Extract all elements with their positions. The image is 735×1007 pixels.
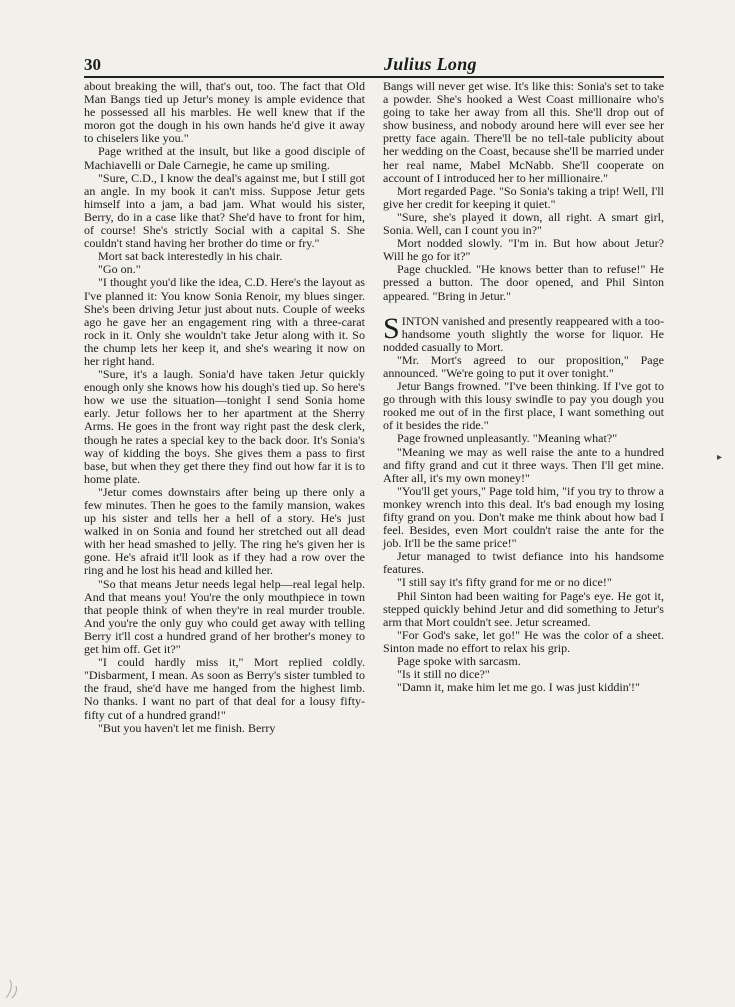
paragraph: "Sure, C.D., I know the deal's against me, but I still got an angle. In my book it can't miss. Suppose Jetur gets himself into a jam, a bad jam. What would his sister, Berry, do in a case like that? She'd have to front for him, of course! She's strictly Social with a capital S. She couldn't stand having her brother do time or fry." [84,170,365,251]
paragraph: Bangs will never get wise. It's like this: Sonia's set to take a powder. She's hooked a West Coast millionaire who's going to take her away from all this. She'll drop out of show business, and nobody around here will ever see her pretty face again. There'll be no tell-tale publicity about her wedding on the Coast, because she'll be married under her real name, Mabel McNabb. She'll cooperate on account of I introduced her to her millionaire." [383,79,664,185]
paragraph: "I thought you'd like the idea, C.D. Here's the layout as I've planned it: You know Sonia Renoir, my blues singer. She's been driving Jetur just about nuts. Couple of weeks ago he gave her an engagement ring with a three-carat rock in it. Only she wouldn't take Jetur along with it. So the chump lets her keep it, and she's wearing it now on her right hand. [84,275,365,368]
paragraph: Page writhed at the insult, but like a good disciple of Machiavelli or Dale Carnegie, he came up smiling. [84,144,365,172]
paragraph: Jetur Bangs frowned. "I've been thinking. If I've got to go through with this lousy swindle to pay you dough you rooked me out of in the first place, I want something out of it besides the ride." [383,379,664,433]
drop-cap: S [383,311,400,345]
paragraph: "For God's sake, let go!" He was the color of a sheet. Sinton made no effort to relax his grip. [383,627,664,655]
paragraph: "Sure, it's a laugh. Sonia'd have taken Jetur quickly enough only she knows how his dough's tied up. So here's how we use the situation—tonight I send Sonia home early. Jetur follows her to her apartment at the Sherry Arms. He goes in the front way right past the desk clerk, though he rates a special key to the back door. It's Sonia's way of kidding the boys. She gives them a pass to first base, but when they get there they find out how far it is to home plate. [84,367,365,486]
paragraph: "Meaning we may as well raise the ante to a hundred and fifty grand and cut it three ways. Then I'll get mine. After all, it's my own money!" [383,444,664,485]
paragraph: about breaking the will, that's out, too. The fact that Old Man Bangs tied up Jetur's money is ample evidence that he possessed all his marbles. He well knew that if the moron got the dough in his own hands he'd give it away to chiselers like you." [84,79,365,146]
paragraph: "Damn it, make him let me go. I was just kiddin'!" [397,680,640,695]
page-header [84,53,664,75]
header-rule [84,76,664,78]
running-head-author: Julius Long [384,54,477,74]
left-column [84,80,365,735]
paragraph: "I still say it's fifty grand for me or no dice!" [397,575,612,590]
paragraph: Mort regarded Page. "So Sonia's taking a trip! Well, I'll give her credit for keeping it quiet." [383,183,664,211]
scan-corner-smudge-icon [4,960,44,1000]
paragraph: Mort nodded slowly. "I'm in. But how about Jetur? Will he go for it?" [383,236,664,264]
paragraph: "So that means Jetur needs legal help—real legal help. And that means you! You're the only mouthpiece in town that people think of when they're in real murder trouble. And you're the only guy who could get away with telling Berry it'll cost a hundred grand of her brother's money to get him off. Get it?" [84,576,365,657]
right-column [383,80,664,694]
page-number: 30 [84,55,101,74]
paragraph: "Mr. Mort's agreed to our proposition," Page announced. "We're going to put it over tonight." [383,352,664,380]
paragraph: "But you haven't let me finish. Berry [98,720,276,735]
section-opening-text: INTON vanished and presently reappeared with a too-handsome youth slightly the worse for liquor. He nodded casually to Mort. [383,313,664,354]
paragraph: "Sure, she's played it down, all right. A smart girl, Sonia. Well, can I count you in?" [383,209,664,238]
paragraph: "Is it still no dice?" [397,667,490,682]
scan-edge-mark-icon: ▸ [717,452,723,463]
paragraph: "You'll get yours," Page told him, "if you try to throw a monkey wrench into this deal. It's bad enough my losing fifty grand on you. Don't make me think about how bad I feel. Besides, even Mort couldn't raise the ante for the job. It'll be the same price!" [383,483,664,551]
paragraph: "Jetur comes downstairs after being up there only a few minutes. Then he goes to the family mansion, wakes up his sister and tells her a hell of a story. He's just walked in on Sonia and found her stretched out all dead with her head smashed to jelly. The ring he's given her is gone. He's afraid it'll look as if they had a row over the ring and he lost his head and killed her. [84,484,365,578]
paragraph: Page spoke with sarcasm. [397,654,521,669]
paragraph: Jetur managed to twist defiance into his handsome features. [383,549,664,577]
paragraph: Phil Sinton had been waiting for Page's eye. He got it, stepped quickly behind Jetur and did something to Jetur's arm that Mort couldn't see. Jetur screamed. [383,588,664,629]
paragraph: Mort sat back interestedly in his chair. [98,249,283,264]
paragraph: "Go on." [98,262,141,277]
paragraph: "I could hardly miss it," Mort replied coldly. "Disbarment, I mean. As soon as Berry's sister tumbled to the fraud, she'd have me hanged from the highest limb. No thanks. I want no part of that deal for a lousy fifty-fifty cut of a hundred grand!" [84,655,365,722]
paragraph: Page chuckled. "He knows better than to refuse!" He pressed a button. The door opened, and Phil Sinton appeared. "Bring in Jetur." [383,262,664,303]
section-opening-paragraph [383,311,664,354]
paragraph: Page frowned unpleasantly. "Meaning what?" [397,431,618,446]
